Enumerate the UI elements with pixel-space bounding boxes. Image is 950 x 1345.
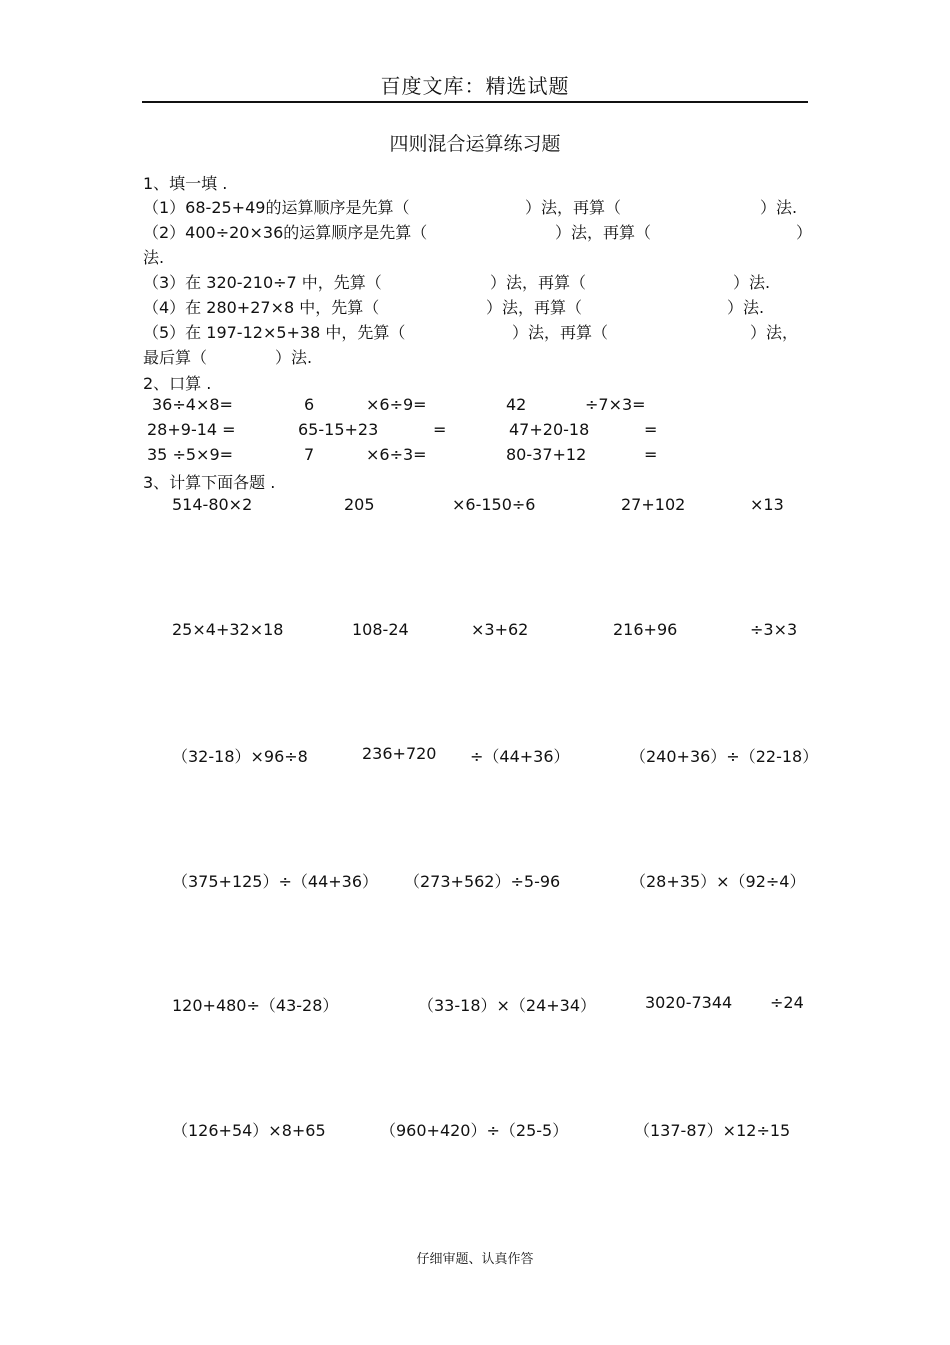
page-header: 百度文库：精选试题 <box>380 74 570 98</box>
mental-r1-c3: ×6÷9= <box>366 395 427 414</box>
calc-r5-c1: 120+480÷（43-28） <box>172 996 339 1015</box>
mental-r3-c2: 7 <box>304 445 315 464</box>
mental-r3-c4: 80-37+12 <box>506 445 587 464</box>
calc-r4-c1: （375+125）÷（44+36） <box>172 872 379 891</box>
mental-r2-c4: 47+20-18 <box>509 420 590 439</box>
calc-r6-c2: （960+420）÷（25-5） <box>380 1121 569 1140</box>
q3-part-b: ）法，再算（ <box>490 273 587 292</box>
calc-r5-c2: （33-18）×（24+34） <box>418 996 597 1015</box>
q1-part-a: （1）68-25+49的运算顺序是先算（ <box>143 198 410 217</box>
q5-part-d: 最后算（ <box>143 348 208 367</box>
q4-part-c: ）法. <box>727 298 765 317</box>
q5-part-a: （5）在 197-12×5+38 中，先算（ <box>143 323 406 342</box>
mental-r2-c1: 28+9-14 = <box>147 420 236 439</box>
q4-part-a: （4）在 280+27×8 中，先算（ <box>143 298 380 317</box>
calc-r3-c3: ÷（44+36） <box>470 747 570 766</box>
mental-r1-c2: 6 <box>304 395 315 414</box>
calc-r2-c1: 25×4+32×18 <box>172 620 284 639</box>
section3-heading: 3、计算下面各题 . <box>143 473 276 492</box>
calc-r2-c2: 108-24 <box>352 620 409 639</box>
calc-r2-c4: 216+96 <box>613 620 678 639</box>
calc-r2-c5: ÷3×3 <box>750 620 798 639</box>
section1-heading: 1、填一填 . <box>143 174 228 193</box>
worksheet-title: 四则混合运算练习题 <box>389 133 561 155</box>
mental-r2-c3: = <box>433 420 447 439</box>
mental-r2-c2: 65-15+23 <box>298 420 379 439</box>
calc-r3-c2: 236+720 <box>362 744 437 763</box>
calc-r2-c3: ×3+62 <box>471 620 529 639</box>
q3-part-a: （3）在 320-210÷7 中，先算（ <box>143 273 382 292</box>
q1-part-c: ）法. <box>760 198 798 217</box>
header-divider <box>142 101 808 103</box>
q2-part-c: ） <box>796 223 813 242</box>
q3-part-c: ）法. <box>733 273 771 292</box>
calc-r6-c3: （137-87）×12÷15 <box>634 1121 791 1140</box>
calc-r1-c2: 205 <box>344 495 375 514</box>
calc-r5-c3: 3020-7344 <box>645 993 733 1012</box>
q2-part-b: ）法，再算（ <box>555 223 652 242</box>
q5-part-b: ）法，再算（ <box>512 323 609 342</box>
q1-part-b: ）法，再算（ <box>525 198 622 217</box>
q4-part-b: ）法，再算（ <box>486 298 583 317</box>
calc-r4-c3: （28+35）×（92÷4） <box>630 872 806 891</box>
calc-r1-c3: ×6-150÷6 <box>452 495 536 514</box>
q2-part-d: 法. <box>143 248 165 267</box>
calc-r1-c1: 514-80×2 <box>172 495 253 514</box>
section2-heading: 2、口算 . <box>143 374 212 393</box>
calc-r5-c4: ÷24 <box>770 993 804 1012</box>
q2-part-a: （2）400÷20×36的运算顺序是先算（ <box>143 223 428 242</box>
mental-r3-c3: ×6÷3= <box>366 445 427 464</box>
mental-r1-c4: 42 <box>506 395 527 414</box>
mental-r3-c1: 35 ÷5×9= <box>147 445 234 464</box>
q5-part-e: ）法. <box>275 348 313 367</box>
calc-r6-c1: （126+54）×8+65 <box>172 1121 326 1140</box>
mental-r3-c5: = <box>644 445 658 464</box>
calc-r1-c5: ×13 <box>750 495 784 514</box>
calc-r4-c2: （273+562）÷5-96 <box>404 872 561 891</box>
mental-r1-c1: 36÷4×8= <box>152 395 233 414</box>
q5-part-c: ）法， <box>750 323 799 342</box>
calc-r3-c1: （32-18）×96÷8 <box>172 747 308 766</box>
mental-r2-c5: = <box>644 420 658 439</box>
page-footer: 仔细审题、认真作答 <box>416 1252 534 1267</box>
calc-r3-c4: （240+36）÷（22-18） <box>630 747 819 766</box>
calc-r1-c4: 27+102 <box>621 495 686 514</box>
mental-r1-c5: ÷7×3= <box>585 395 646 414</box>
